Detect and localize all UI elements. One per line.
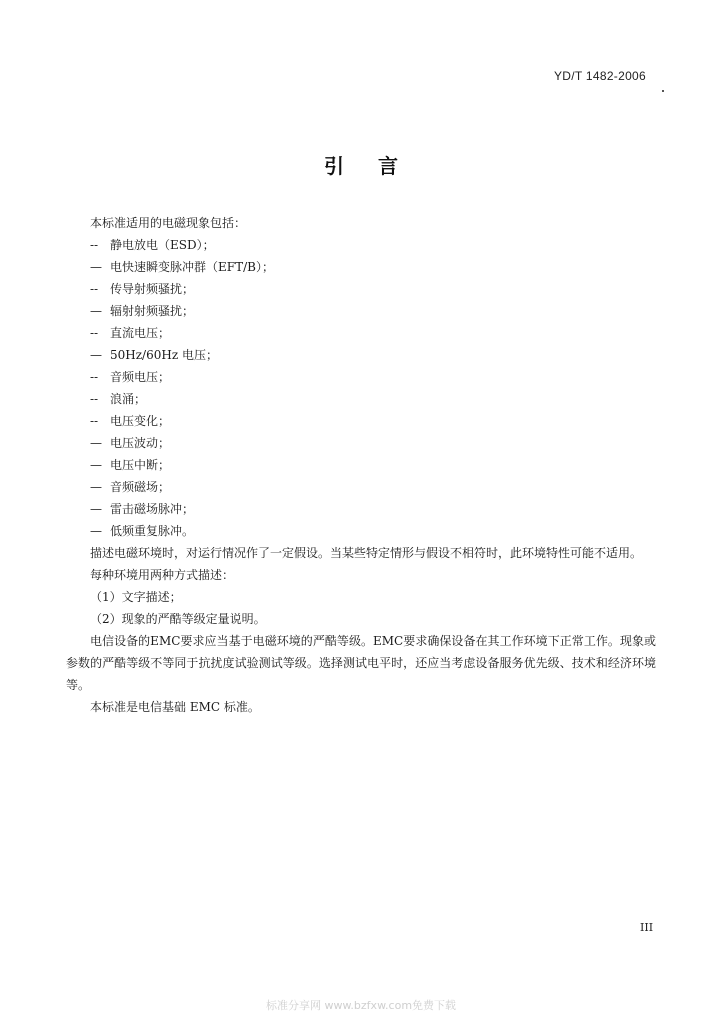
list-item-text: 传导射频骚扰； (110, 282, 195, 296)
list-item-text: 辐射射频骚扰； (110, 304, 195, 318)
list-item (66, 322, 656, 344)
list-item (66, 410, 656, 432)
list-dash: — (90, 260, 102, 274)
list-dash: -- (90, 326, 99, 340)
list-item (66, 476, 656, 498)
list-item (66, 278, 656, 300)
list-item-text: 电压中断； (110, 458, 171, 472)
document-body (66, 212, 656, 718)
list-item (66, 256, 656, 278)
standard-scope-paragraph: 本标准是电信基础 EMC 标准。 (90, 700, 260, 714)
list-dash: -- (90, 282, 99, 296)
list-item-text: 直流电压； (110, 326, 171, 340)
phenomena-list (66, 234, 656, 542)
list-dash: -- (90, 370, 99, 384)
method-item-text: （1）文字描述； (90, 590, 182, 604)
list-item-text: 静电放电（ESD）； (110, 238, 215, 252)
list-dash: — (90, 348, 102, 362)
list-dash: -- (90, 238, 99, 252)
list-item-text: 浪涌； (110, 392, 147, 406)
list-item (66, 300, 656, 322)
list-item-text: 电压变化； (110, 414, 171, 428)
list-item (66, 366, 656, 388)
document-code: YD/T 1482-2006 (553, 69, 646, 83)
list-item-text: 电快速瞬变脉冲群（EFT/B）； (110, 260, 274, 274)
list-item-text: 低频重复脉冲。 (110, 524, 195, 538)
page-number: III (640, 921, 654, 934)
list-dash: — (90, 524, 102, 538)
description-methods-paragraph: 每种环境用两种方式描述： (90, 568, 235, 582)
list-dash: — (90, 458, 102, 472)
list-dash: — (90, 436, 102, 450)
list-item-text: 音频电压； (110, 370, 171, 384)
scan-speck (662, 90, 664, 92)
list-item (66, 520, 656, 542)
list-dash: — (90, 480, 102, 494)
method-item-quantitative: （2）现象的严酷等级定量说明。 (90, 612, 266, 626)
list-dash: -- (90, 414, 99, 428)
list-item-text: 50Hz/60Hz 电压； (110, 348, 218, 362)
list-item (66, 344, 656, 366)
emc-requirements-paragraph: 电信设备的EMC要求应当基于电磁环境的严酷等级。EMC要求确保设备在其工作环境下正常工作。现象或参数的严酷等级不等同于抗扰度试验测试等级。选择测试电平时，还应当考虑设备服务优先级、技术和经济环境等。 (66, 634, 656, 692)
list-item (66, 432, 656, 454)
list-item (66, 454, 656, 476)
list-item-text: 电压波动； (110, 436, 171, 450)
list-item (66, 388, 656, 410)
list-dash: — (90, 502, 102, 516)
list-item (66, 498, 656, 520)
intro-line: 本标准适用的电磁现象包括： (90, 216, 247, 230)
list-dash: — (90, 304, 102, 318)
list-item (66, 234, 656, 256)
list-item-text: 音频磁场； (110, 480, 171, 494)
page-title: 引言 (324, 154, 432, 178)
list-item-text: 雷击磁场脉冲； (110, 502, 195, 516)
list-dash: -- (90, 392, 99, 406)
assumption-paragraph: 描述电磁环境时，对运行情况作了一定假设。当某些特定情形与假设不相符时，此环境特性可能不适用。 (90, 546, 643, 560)
watermark: 标准分享网 www.bzfxw.com免费下载 (265, 999, 457, 1012)
